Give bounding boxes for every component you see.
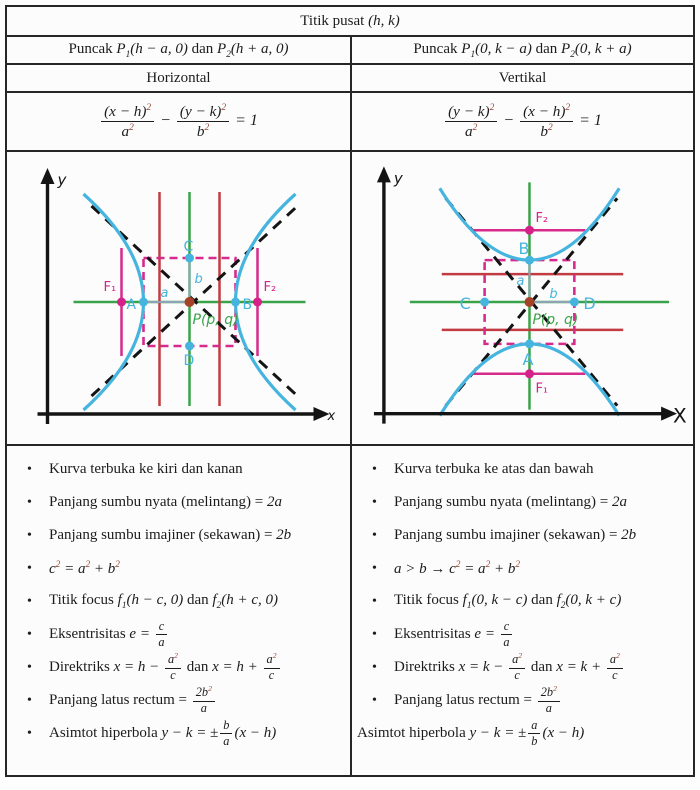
hyperbola-reference-table <box>5 5 695 777</box>
list-item-text: $c^2 = a^2 + b^2$ <box>49 559 120 577</box>
covertex-c-label: C <box>183 239 194 255</box>
list-item-text: Panjang sumbu nyata (melintang) = 2a <box>49 494 282 510</box>
covertex-c-label: C <box>459 293 471 313</box>
bullet-marker: • <box>372 659 377 675</box>
list-item-text: Eksentrisitas e = $\frac{c}{a}$ <box>49 620 346 650</box>
list-item <box>356 586 689 617</box>
list-item <box>11 652 346 683</box>
list-item <box>356 454 689 485</box>
bullet-marker: • <box>372 494 377 510</box>
covertex-d-label: D <box>183 353 195 369</box>
semi-axis-a-label: a <box>516 274 525 290</box>
bullet-marker: • <box>372 692 377 708</box>
list-item <box>356 718 689 749</box>
bullet-marker: • <box>372 461 377 477</box>
list-item <box>11 718 346 749</box>
semi-axis-b-label: b <box>549 287 558 302</box>
covertex-d-point <box>185 342 194 351</box>
vertex-a-point <box>525 339 534 348</box>
vertex-b-label: B <box>242 297 253 313</box>
list-item-text: Kurva terbuka ke atas dan bawah <box>394 461 594 477</box>
y-axis-label: y <box>57 171 67 189</box>
bullet-marker: • <box>27 626 32 642</box>
covertex-c-point <box>480 298 489 307</box>
horizontal-hyperbola-diagram <box>7 152 350 444</box>
bullet-marker: • <box>27 692 32 708</box>
focus-f2-label: F₂ <box>535 211 549 227</box>
properties-right-cell <box>350 444 693 775</box>
list-item-text: Panjang latus rectum = $\frac{2b^2}{a}$ <box>394 685 689 716</box>
list-item-text: Titik focus $f_1(h - c$, 0) dan $f_2(h + c$, 0) <box>49 592 279 611</box>
vertex-right-cell <box>350 35 693 63</box>
list-item <box>11 586 346 617</box>
list-item-text: Direktriks x = h − $\frac{a^2}{c}$ dan x = h + $\frac{a^2}{c}$ <box>49 652 346 683</box>
page-title: Titik pusat (h, k) <box>300 12 400 29</box>
vertical-hyperbola-diagram <box>352 152 693 444</box>
bullet-marker: • <box>27 560 32 576</box>
vertex-left-text: Puncak $P_1(h - a$, 0) dan $P_2(h + a$, 0) <box>68 40 289 60</box>
center-label: P(p, q) <box>192 312 239 328</box>
bullet-marker: • <box>372 560 377 576</box>
bullet-marker: • <box>372 626 377 642</box>
list-item <box>11 553 346 584</box>
bullet-marker: • <box>27 527 32 543</box>
y-axis-label: y <box>393 169 403 188</box>
list-item <box>356 520 689 551</box>
list-item <box>356 487 689 518</box>
vertex-left-cell <box>7 35 350 63</box>
list-item-text: Panjang sumbu imajiner (sekawan) = 2b <box>394 527 637 543</box>
title-cell <box>7 7 693 35</box>
semi-axis-a-label: a <box>160 286 169 301</box>
orientation-right-label: Vertikal <box>498 69 547 86</box>
vertex-a-label: A <box>126 297 137 313</box>
list-item <box>11 487 346 518</box>
center-point <box>185 297 195 307</box>
bullet-marker: • <box>372 527 377 543</box>
list-item-text: Kurva terbuka ke kiri dan kanan <box>49 461 243 477</box>
bullet-marker: • <box>27 494 32 510</box>
list-item-text: Direktriks x = k − $\frac{a^2}{c}$ dan x = k + $\frac{a^2}{c}$ <box>394 652 689 683</box>
bullet-marker: • <box>27 593 32 609</box>
list-item-text: Titik focus $f_1(0$, k − c) dan $f_2(0$, k + c) <box>394 592 622 611</box>
x-axis-label: X <box>673 403 687 428</box>
list-item <box>356 685 689 716</box>
focus-f1-label: F₁ <box>535 381 549 397</box>
covertex-d-label: D <box>583 293 596 313</box>
equation-left-cell <box>7 91 350 150</box>
list-item <box>11 520 346 551</box>
list-item <box>11 619 346 650</box>
properties-left-cell <box>7 444 350 775</box>
list-item <box>11 454 346 485</box>
list-item-text: Eksentrisitas e = $\frac{c}{a}$ <box>394 620 689 650</box>
orientation-left-cell <box>7 63 350 91</box>
list-item-text: Panjang sumbu imajiner (sekawan) = 2b <box>49 527 292 543</box>
focus-f2-point <box>253 298 262 307</box>
vertex-a-point <box>139 298 148 307</box>
focus-f2-point <box>525 226 534 235</box>
equation-vertical: $\frac{(y - k)^2}{a^2}$ − $\frac{(x - h)^2}{b^2}$ = 1 <box>443 103 602 139</box>
equation-right-cell <box>350 91 693 150</box>
bullet-marker: • <box>372 593 377 609</box>
focus-f1-point <box>525 369 534 378</box>
center-label: P(p, q) <box>532 311 579 328</box>
covertex-d-point <box>570 298 579 307</box>
list-item <box>356 652 689 683</box>
diagram-horizontal-cell <box>7 150 350 444</box>
center-point <box>524 297 534 307</box>
focus-f1-label: F₁ <box>103 280 117 295</box>
y-axis-arrow-icon <box>41 168 55 184</box>
orientation-left-label: Horizontal <box>146 69 211 86</box>
list-item <box>356 619 689 650</box>
focus-f1-point <box>117 298 126 307</box>
x-axis-label: x <box>327 409 336 424</box>
equation-horizontal: $\frac{(x - h)^2}{a^2}$ − $\frac{(y - k)^2}{b^2}$ = 1 <box>99 103 258 139</box>
diagram-vertical-cell <box>350 150 693 444</box>
vertex-a-label: A <box>522 349 534 369</box>
list-item-text: Panjang sumbu nyata (melintang) = 2a <box>394 494 627 510</box>
list-item-text: Panjang latus rectum = $\frac{2b^2}{a}$ <box>49 685 346 716</box>
vertex-b-label: B <box>518 239 530 259</box>
orientation-right-cell <box>350 63 693 91</box>
semi-axis-b-label: b <box>194 272 203 287</box>
bullet-marker: • <box>27 659 32 675</box>
list-item <box>11 685 346 716</box>
focus-f2-label: F₂ <box>263 280 277 295</box>
bullet-marker: • <box>27 725 32 741</box>
vertex-right-text: Puncak $P_1(0$, k − a) dan $P_2(0$, k + a) <box>413 40 632 60</box>
list-item <box>356 553 689 584</box>
vertex-b-point <box>231 298 240 307</box>
list-item-text: Asimtot hiperbola y − k = ± $\frac{b}{a}$ (x − h) <box>49 717 277 748</box>
y-axis-arrow-icon <box>377 166 391 182</box>
list-item-text: Asimtot hiperbola y − k = ± $\frac{a}{b}$ (x − h) <box>357 717 585 748</box>
bullet-marker: • <box>27 461 32 477</box>
list-item-text: $a > b \to c^2 = a^2 + b^2$ <box>394 559 520 577</box>
